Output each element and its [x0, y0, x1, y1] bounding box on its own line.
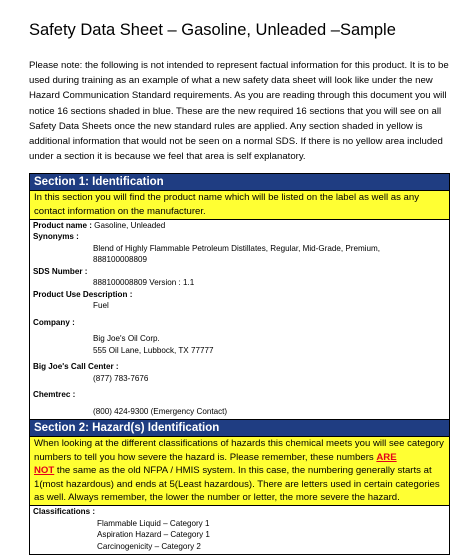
synonyms-label: Synonyms :: [33, 232, 79, 242]
chemtrec-label: Chemtrec :: [33, 390, 76, 400]
section2-body: [30, 506, 449, 554]
sds-number-label: SDS Number :: [33, 266, 88, 276]
product-name-row: [33, 220, 446, 232]
synonyms-value-line1: Blend of Highly Flammable Petroleum Distillates, Regular, Mid-Grade, Premium,: [93, 243, 380, 253]
section2-note-part1: When looking at the different classifications of hazards this chemical meets you will see category numbers to tell you how severe the hazard is. Please remember, these numbers: [34, 438, 444, 463]
product-use-label: Product Use Description :: [33, 289, 133, 299]
section2-note-part2: the same as the old NFPA / HMIS system. In this case, the numbering generally starts at 1(most hazardous) and ends at 5(Least hazardous). There are letters used in certain categories as well. Always remember, the lower the number or letter, the more severe the hazard.: [34, 465, 440, 504]
document-page: [29, 20, 449, 555]
call-center-value: (877) 783-7676: [93, 373, 149, 383]
product-name-value: Gasoline, Unleaded: [94, 220, 166, 230]
classification-item: Carcinogenicity – Category 2: [97, 541, 201, 551]
call-center-label: Big Joe's Call Center :: [33, 362, 119, 372]
section2-note-not: NOT: [34, 465, 55, 477]
section1-heading: Section 1: Identification: [30, 174, 449, 191]
section2-note-are: ARE: [376, 451, 397, 463]
product-use-value: Fuel: [93, 301, 109, 311]
company-name: Big Joe's Oil Corp.: [93, 334, 160, 344]
document-title: Safety Data Sheet – Gasoline, Unleaded –Sample: [29, 21, 396, 39]
classification-item: Flammable Liquid – Category 1: [97, 518, 210, 528]
chemtrec-value: (800) 424-9300 (Emergency Contact): [93, 406, 228, 416]
sds-table: [29, 173, 450, 555]
classification-item: Aspiration Hazard – Category 1: [97, 530, 210, 540]
company-address: 555 Oil Lane, Lubbock, TX 77777: [93, 345, 214, 355]
section1-note: In this section you will find the product name which will be listed on the label as well as any contact information on the manufacturer.: [30, 191, 449, 219]
intro-paragraph: Please note: the following is not intended to represent factual information for this product. It is to be used during training as an example of what a new safety data sheet will look like under the new Hazard Communication Standard requirements. As you are reading through this document you will notice 16 sections shaded in blue. These are the new required 16 sections that you will see on all Safety Data Sheets once the new standard rules are applied. Any section shaded in yellow is additional information that would not be seen on a normal SDS. If there is no yellow area included under a section it is because we feel that area is self explanatory.: [29, 60, 449, 163]
section2-heading: Section 2: Hazard(s) Identification: [30, 419, 449, 437]
classifications-label: Classifications :: [33, 507, 96, 517]
product-name-label: Product name :: [33, 220, 92, 230]
sds-number-value: 888100008809 Version : 1.1: [93, 278, 195, 288]
synonyms-value-line2: 888100008809: [93, 255, 148, 265]
section2-note: [30, 437, 449, 506]
company-label: Company :: [33, 317, 75, 327]
section1-body: [30, 220, 449, 420]
